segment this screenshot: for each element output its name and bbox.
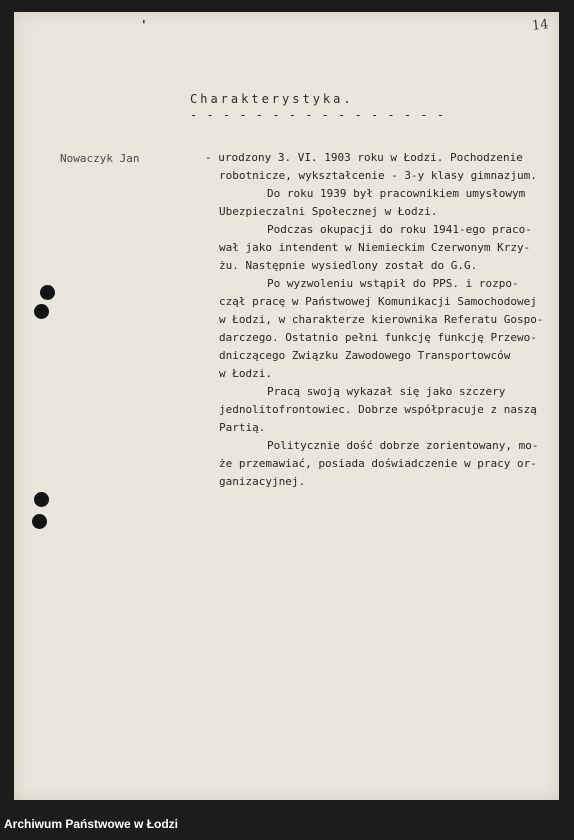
body-line: wał jako intendent w Niemieckim Czerwonym Krzy- — [219, 241, 531, 254]
body-line: Podczas okupacji do roku 1941-ego praco- — [267, 223, 532, 236]
body-line: ganizacyjnej. — [219, 475, 306, 488]
body-line: w Łodzi, w charakterze kierownika Referatu Gospo- — [219, 313, 544, 326]
archive-label: Archiwum Państwowe w Łodzi — [4, 817, 179, 831]
document-page — [14, 12, 559, 800]
body-line: Ubezpieczalni Społecznej w Łodzi. — [219, 205, 438, 218]
body-line: Politycznie dość dobrze zorientowany, mo- — [267, 439, 539, 452]
body-line: - urodzony 3. VI. 1903 roku w Łodzi. Pochodzenie — [205, 151, 523, 164]
body-line: dniczącego Związku Zawodowego Transportowców — [219, 349, 511, 362]
person-name: Nowaczyk Jan — [60, 152, 140, 165]
punch-hole — [32, 514, 47, 529]
body-line: że przemawiać, posiada doświadczenie w pracy or- — [219, 457, 537, 470]
body-line: w Łodzi. — [219, 367, 272, 380]
punch-hole — [34, 492, 49, 507]
page-number: 14 — [531, 17, 550, 34]
body-line: Do roku 1939 był pracownikiem umysłowym — [267, 187, 526, 200]
body-line: jednolitofrontowiec. Dobrze współpracuje z naszą — [219, 403, 537, 416]
punch-hole — [34, 304, 49, 319]
body-line: żu. Następnie wysiedlony został do G.G. — [219, 259, 478, 272]
body-line: Pracą swoją wykazał się jako szczery — [267, 385, 506, 398]
document-title: Charakterystyka. — [190, 92, 354, 106]
body-line: czął pracę w Państwowej Komunikacji Samochodowej — [219, 295, 537, 308]
body-line: robotnicze, wykształcenie - 3-y klasy gimnazjum. — [219, 169, 537, 182]
body-line: darczego. Ostatnio pełni funkcję funkcję Przewo- — [219, 331, 537, 344]
top-mark: ' — [142, 18, 146, 32]
body-line: Partią. — [219, 421, 266, 434]
body-line: Po wyzwoleniu wstąpił do PPS. i rozpo- — [267, 277, 519, 290]
punch-hole — [40, 285, 55, 300]
title-underline: - - - - - - - - - - - - - - - - — [190, 108, 445, 122]
